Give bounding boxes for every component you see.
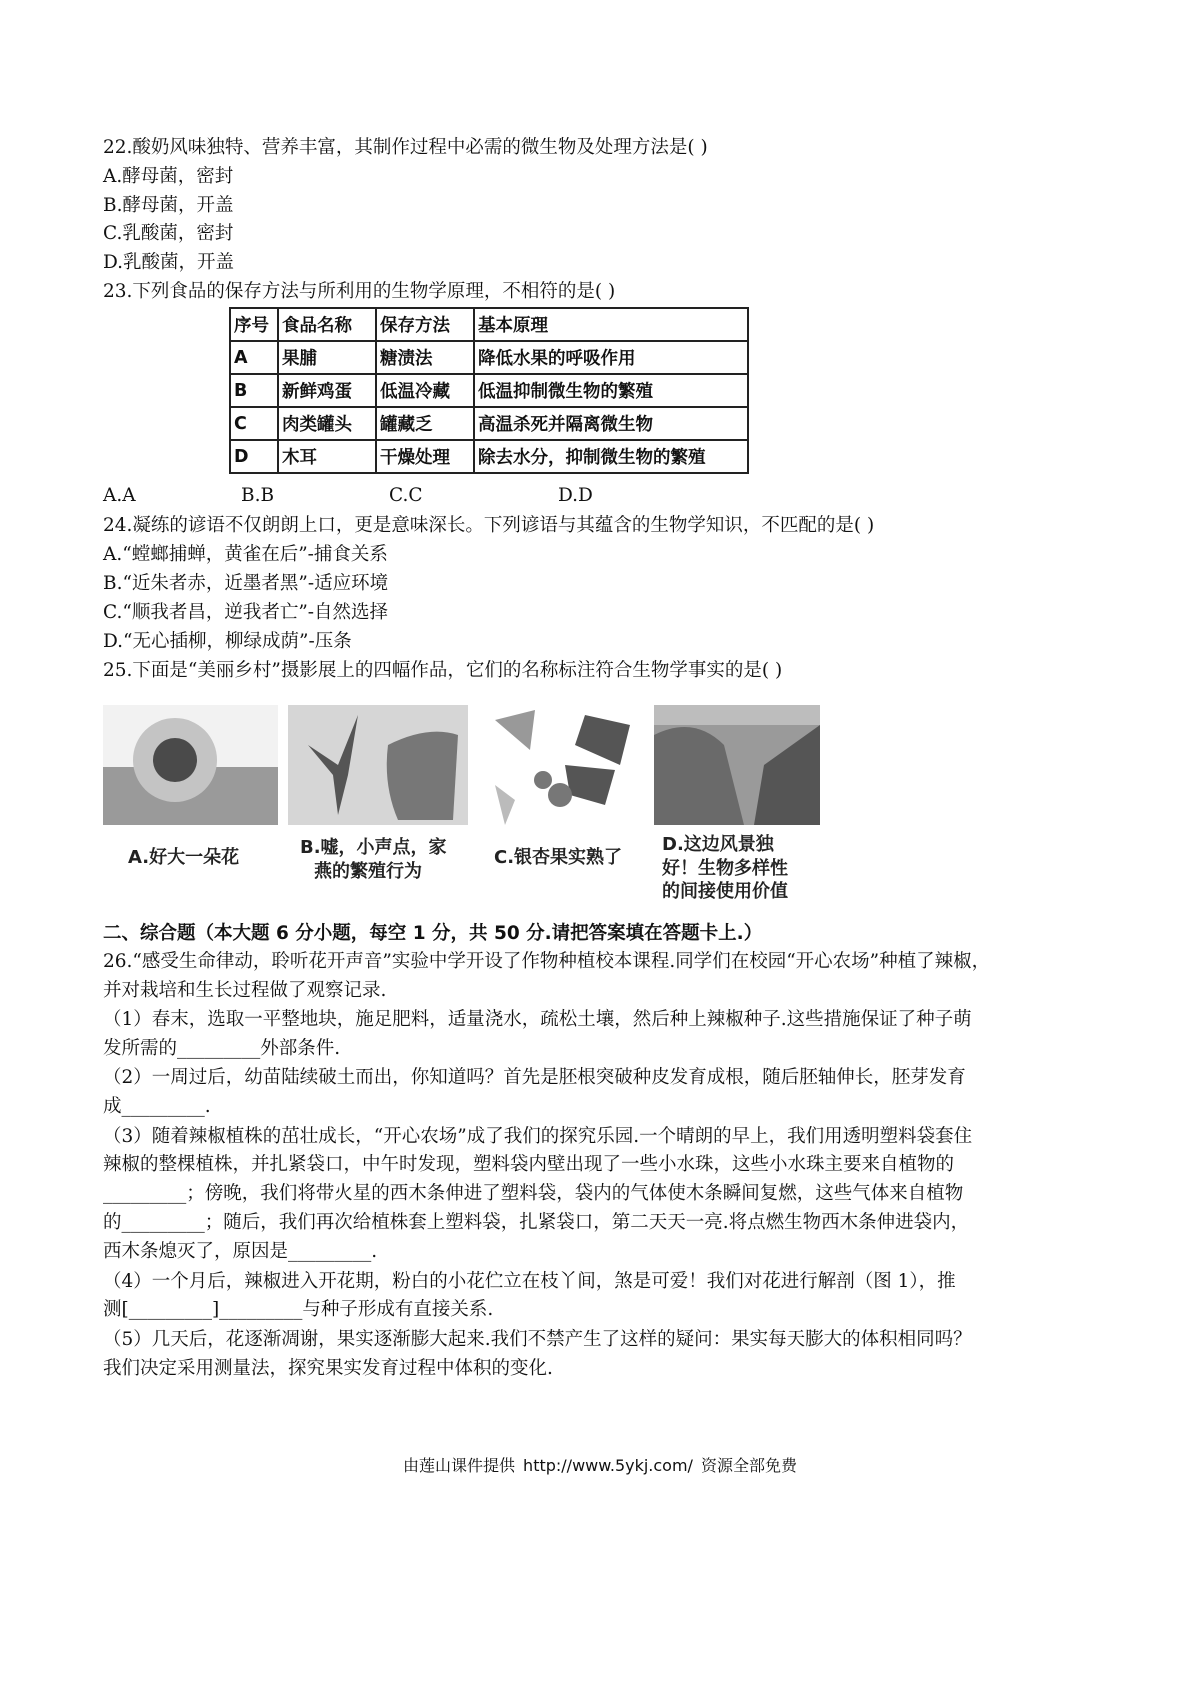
table-cell: 新鲜鸡蛋 bbox=[278, 374, 376, 407]
ginkgo-photo bbox=[485, 705, 640, 825]
table-row bbox=[230, 374, 748, 407]
swallow-nest-image bbox=[288, 705, 468, 825]
mountain-image bbox=[654, 705, 820, 825]
table-cell: 低温抑制微生物的繁殖 bbox=[474, 374, 748, 407]
table-cell: 降低水果的呼吸作用 bbox=[474, 341, 748, 374]
q24-option-d: D.“无心插柳，柳绿成荫”-压条 bbox=[103, 631, 352, 652]
q26-line: 发所需的_________外部条件. bbox=[103, 1038, 341, 1059]
table-cell: A bbox=[230, 341, 278, 374]
caption-b-line2: 燕的繁殖行为 bbox=[314, 861, 422, 882]
ginkgo-image bbox=[485, 705, 640, 825]
table-cell: D bbox=[230, 440, 278, 473]
q26-line: （2）一周过后，幼苗陆续破土而出，你知道吗？首先是胚根突破种皮发育成根，随后胚轴伸长，胚芽发育 bbox=[103, 1067, 966, 1088]
q26-line: _________；傍晚，我们将带火星的西木条伸进了塑料袋，袋内的气体使木条瞬间复燃，这些气体来自植物 bbox=[103, 1183, 964, 1204]
q23-option-b: B.B bbox=[241, 485, 275, 506]
q22-option-c: C.乳酸菌，密封 bbox=[103, 223, 234, 244]
page-footer bbox=[0, 1453, 1200, 1476]
q26-line: 并对栽培和生长过程做了观察记录. bbox=[103, 980, 387, 1001]
table-cell: 果脯 bbox=[278, 341, 376, 374]
table-cell: 罐藏乏 bbox=[376, 407, 474, 440]
caption-d-line2: 好！生物多样性 bbox=[662, 858, 788, 879]
q25-stem: 25.下面是“美丽乡村”摄影展上的四幅作品，它们的名称标注符合生物学事实的是( ) bbox=[103, 660, 783, 681]
table-cell: 糖渍法 bbox=[376, 341, 474, 374]
landscape-photo bbox=[654, 705, 820, 825]
table-row bbox=[230, 440, 748, 473]
q26-line: 的_________；随后，我们再次给植株套上塑料袋，扎紧袋口，第二天天一亮.将点燃生物西木条伸进袋内， bbox=[103, 1212, 970, 1233]
table-header: 食品名称 bbox=[278, 308, 376, 341]
section-2-heading: 二、综合题（本大题 6 分小题，每空 1 分，共 50 分.请把答案填在答题卡上.） bbox=[103, 923, 763, 944]
caption-d-line3: 的间接使用价值 bbox=[662, 881, 788, 902]
q23-option-a: A.A bbox=[103, 485, 136, 506]
q24-option-c: C.“顺我者昌，逆我者亡”-自然选择 bbox=[103, 602, 389, 623]
sunflower-photo bbox=[103, 705, 278, 825]
q23-option-d: D.D bbox=[558, 485, 593, 506]
q26-line: （4）一个月后，辣椒进入开花期，粉白的小花伫立在枝丫间，煞是可爱！我们对花进行解剖（图 1），推 bbox=[103, 1271, 956, 1292]
footer-provider: 由莲山课件提供 bbox=[403, 1456, 516, 1475]
q24-option-b: B.“近朱者赤，近墨者黑”-适应环境 bbox=[103, 573, 389, 594]
caption-d-line1: D.这边风景独 bbox=[662, 834, 774, 855]
q22-stem: 22.酸奶风味独特、营养丰富，其制作过程中必需的微生物及处理方法是( ) bbox=[103, 137, 708, 158]
preservation-table bbox=[229, 307, 749, 474]
table-row bbox=[230, 341, 748, 374]
q22-option-b: B.酵母菌，开盖 bbox=[103, 195, 234, 216]
q22-option-d: D.乳酸菌，开盖 bbox=[103, 252, 235, 273]
table-cell: 木耳 bbox=[278, 440, 376, 473]
q23-stem: 23.下列食品的保存方法与所利用的生物学原理，不相符的是( ) bbox=[103, 281, 616, 302]
table-row bbox=[230, 407, 748, 440]
table-header: 序号 bbox=[230, 308, 278, 341]
table-cell: 低温冷藏 bbox=[376, 374, 474, 407]
q24-stem: 24.凝练的谚语不仅朗朗上口，更是意味深长。下列谚语与其蕴含的生物学知识，不匹配的是( ) bbox=[103, 515, 875, 536]
q23-option-c: C.C bbox=[389, 485, 423, 506]
table-header: 保存方法 bbox=[376, 308, 474, 341]
q22-option-a: A.酵母菌，密封 bbox=[103, 166, 234, 187]
q26-line: （5）几天后，花逐渐凋谢，果实逐渐膨大起来.我们不禁产生了这样的疑问：果实每天膨大的体积相同吗？ bbox=[103, 1329, 972, 1350]
table-header: 基本原理 bbox=[474, 308, 748, 341]
sunflower-image bbox=[103, 705, 278, 825]
table-cell: B bbox=[230, 374, 278, 407]
table-cell: C bbox=[230, 407, 278, 440]
table-header-row bbox=[230, 308, 748, 341]
q26-line: 我们决定采用测量法，探究果实发育过程中体积的变化. bbox=[103, 1358, 553, 1379]
q26-line: （3）随着辣椒植株的茁壮成长，“开心农场”成了我们的探究乐园.一个晴朗的早上，我们用透明塑料袋套住 bbox=[103, 1126, 973, 1147]
caption-b-line1: B.嘘，小声点，家 bbox=[300, 837, 447, 858]
table-cell: 除去水分，抑制微生物的繁殖 bbox=[474, 440, 748, 473]
q26-line: 26.“感受生命律动，聆听花开声音”实验中学开设了作物种植校本课程.同学们在校园“开心农场”种植了辣椒， bbox=[103, 951, 991, 972]
table-cell: 肉类罐头 bbox=[278, 407, 376, 440]
q26-line: 辣椒的整棵植株，并扎紧袋口，中午时发现，塑料袋内壁出现了一些小水珠，这些小水珠主要来自植物的 bbox=[103, 1154, 955, 1175]
caption-c: C.银杏果实熟了 bbox=[494, 847, 623, 868]
footer-note: 资源全部免费 bbox=[700, 1456, 797, 1475]
swallow-photo bbox=[288, 705, 468, 825]
caption-a: A.好大一朵花 bbox=[128, 847, 240, 868]
footer-link[interactable]: http://www.5ykj.com/ bbox=[523, 1456, 693, 1475]
q26-line: 西木条熄灭了，原因是_________. bbox=[103, 1241, 378, 1262]
q26-line: 成_________. bbox=[103, 1096, 211, 1117]
q24-option-a: A.“螳螂捕蝉，黄雀在后”-捕食关系 bbox=[103, 544, 388, 565]
table-cell: 高温杀死并隔离微生物 bbox=[474, 407, 748, 440]
q26-line: 测[_________]_________与种子形成有直接关系. bbox=[103, 1299, 494, 1320]
table-cell: 干燥处理 bbox=[376, 440, 474, 473]
q26-line: （1）春末，选取一平整地块，施足肥料，适量浇水，疏松土壤，然后种上辣椒种子.这些措施保证了种子萌 bbox=[103, 1009, 972, 1030]
